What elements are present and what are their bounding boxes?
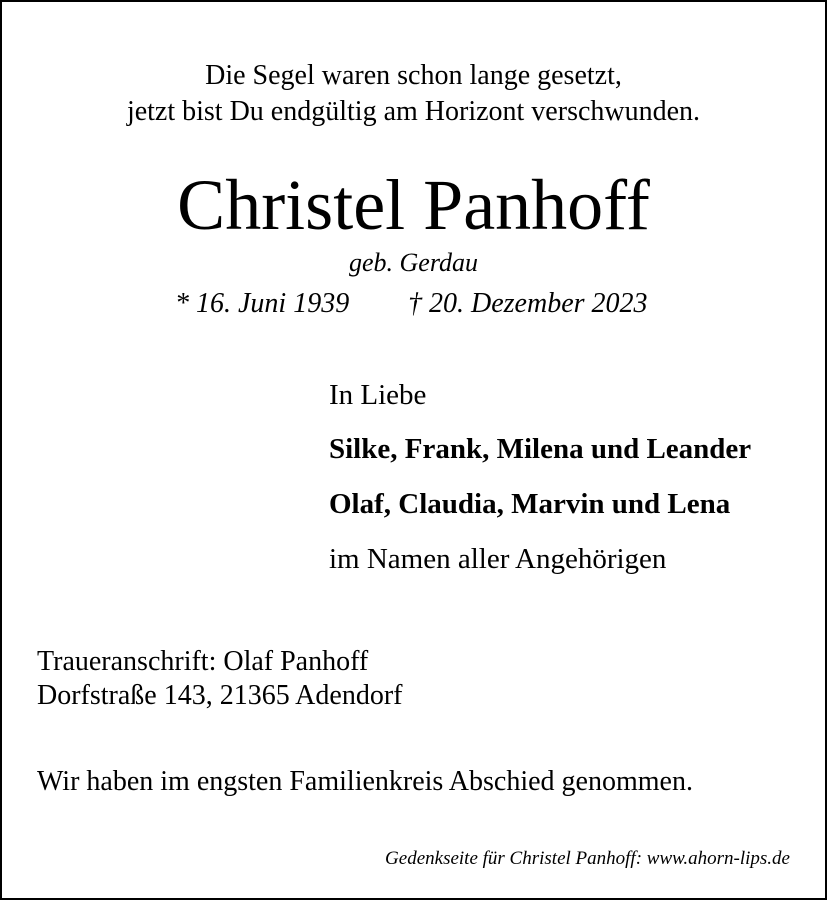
mourners-family-1: Silke, Frank, Milena und Leander: [329, 433, 752, 465]
address-line-2: Dorfstraße 143, 21365 Adendorf: [37, 680, 403, 711]
address-line-1: Traueranschrift: Olaf Panhoff: [37, 646, 369, 677]
memorial-page-link[interactable]: Gedenkseite für Christel Panhoff: www.ahorn-lips.de: [385, 848, 790, 869]
death-date: † 20. Dezember 2023: [408, 288, 648, 319]
deceased-name: Christel Panhoff: [177, 165, 650, 245]
mourners-family-2: Olaf, Claudia, Marvin und Lena: [329, 488, 731, 520]
mourners-closing: im Namen aller Angehörigen: [329, 543, 667, 575]
poem-line-1: Die Segel waren schon lange gesetzt,: [205, 60, 622, 91]
mourners-intro: In Liebe: [329, 379, 427, 411]
maiden-name: geb. Gerdau: [348, 248, 478, 277]
farewell-notice: Wir haben im engsten Familienkreis Abschied genommen.: [37, 766, 693, 797]
birth-date: * 16. Juni 1939: [175, 288, 350, 319]
poem-line-2: jetzt bist Du endgültig am Horizont verschwunden.: [126, 96, 701, 127]
